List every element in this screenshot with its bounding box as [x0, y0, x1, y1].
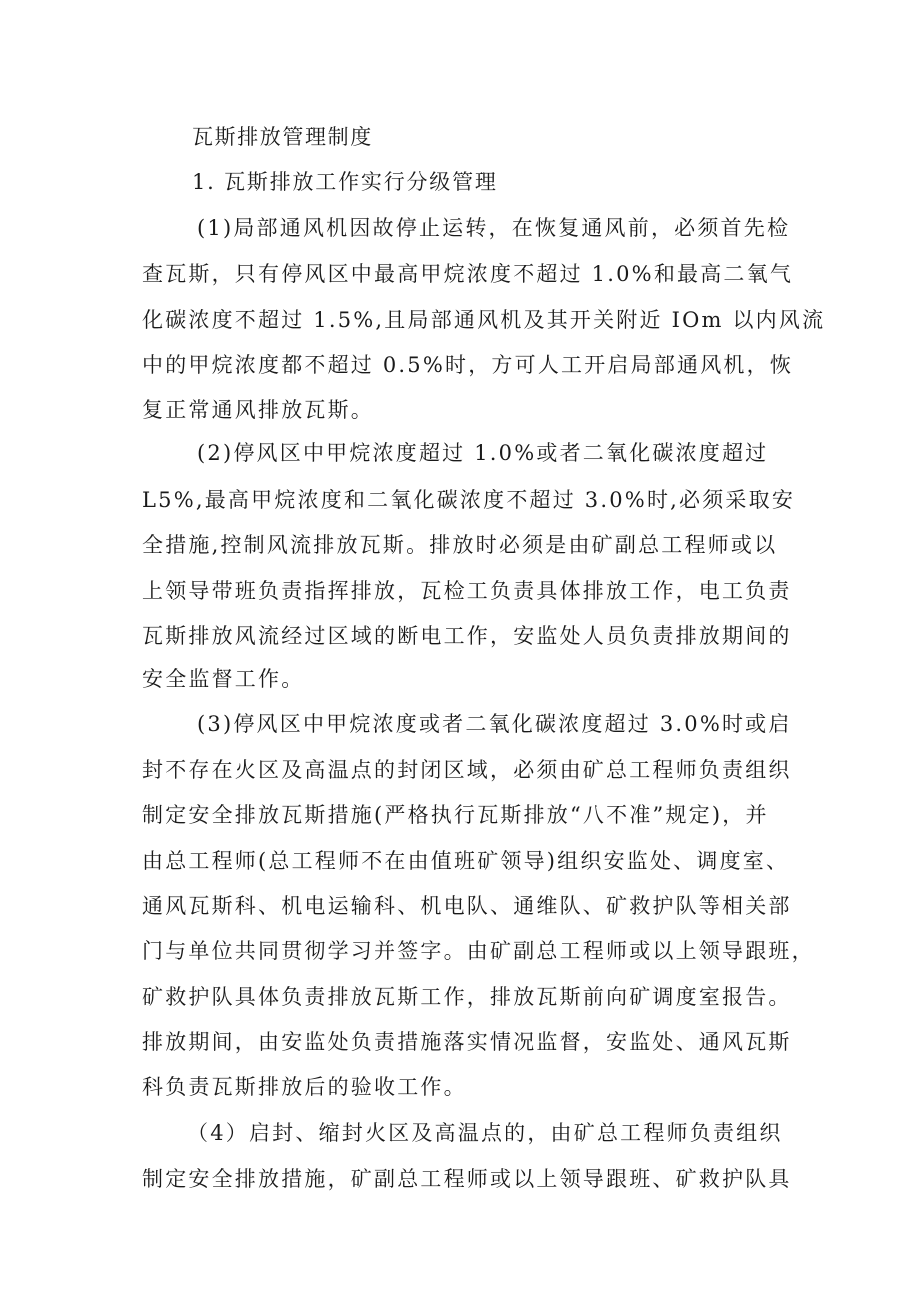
- text-line: L5%,最高甲烷浓度和二氧化碳浓度不超过 3.0%时,必须采取安: [142, 488, 796, 512]
- text-line: 制定安全排放瓦斯措施(严格执行瓦斯排放“八不准”规定)，并: [142, 803, 769, 827]
- text-line: 科负责瓦斯排放后的验收工作。: [142, 1075, 467, 1099]
- text-line: 门与单位共同贯彻学习并签字。由矿副总工程师或以上领导跟班，: [142, 939, 815, 963]
- text-line: 制定安全排放措施，矿副总工程师或以上领导跟班、矿救护队具: [142, 1167, 792, 1191]
- text-line: 由总工程师(总工程师不在由值班矿领导)组织安监处、调度室、: [142, 849, 790, 873]
- text-line: 安全监督工作。: [142, 667, 305, 691]
- text-line: 全措施,控制风流排放瓦斯。排放时必须是由矿副总工程师或以: [142, 533, 778, 557]
- document-title: 瓦斯排放管理制度: [192, 125, 373, 149]
- text-line: 中的甲烷浓度都不超过 0.5%时，方可人工开启局部通风机，恢: [142, 353, 794, 377]
- text-line: 封不存在火区及高温点的封闭区域，必须由矿总工程师负责组织: [142, 758, 792, 782]
- text-line: (2)停风区中甲烷浓度超过 1.0%或者二氧化碳浓度超过: [197, 441, 769, 465]
- text-line: (1)局部通风机因故停止运转，在恢复通风前，必须首先检: [197, 216, 791, 240]
- text-line: 查瓦斯，只有停风区中最高甲烷浓度不超过 1.0%和最高二氧气: [142, 262, 794, 286]
- section-heading: 1. 瓦斯排放工作实行分级管理: [192, 170, 498, 194]
- text-line: 化碳浓度不超过 1.5%,且局部通风机及其开关附近 IOm 以内风流: [142, 308, 826, 332]
- text-line: 排放期间，由安监处负责措施落实情况监督，安监处、通风瓦斯: [142, 1030, 792, 1054]
- text-line: 上领导带班负责指挥排放，瓦检工负责具体排放工作，电工负责: [142, 579, 792, 603]
- text-line: 通风瓦斯科、机电运输科、机电队、通维队、矿救护队等相关部: [142, 894, 792, 918]
- text-line: 矿救护队具体负责排放瓦斯工作，排放瓦斯前向矿调度室报告。: [142, 985, 792, 1009]
- text-line: 瓦斯排放风流经过区域的断电工作，安监处人员负责排放期间的: [142, 624, 792, 648]
- text-line: （4）启封、缩封火区及高温点的，由矿总工程师负责组织: [187, 1121, 783, 1145]
- text-line: (3)停风区中甲烷浓度或者二氧化碳浓度超过 3.0%时或启: [197, 712, 792, 736]
- text-line: 复正常通风排放瓦斯。: [142, 398, 374, 422]
